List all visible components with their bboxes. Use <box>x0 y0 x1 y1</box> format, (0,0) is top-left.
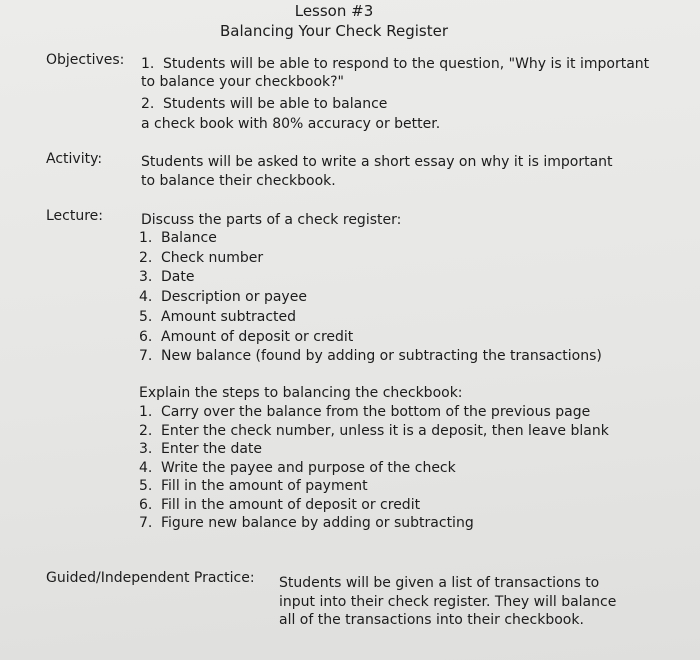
part-item-text: Amount of deposit or credit <box>161 328 354 345</box>
lecture-label: Lecture: <box>46 208 104 224</box>
part-item-number: 3. <box>139 269 153 286</box>
part-item-number: 5. <box>139 308 153 325</box>
step-item-text: Figure new balance by adding or subtracting <box>161 515 474 531</box>
step-item-text: Write the payee and purpose of the check <box>161 459 456 476</box>
activity-label: Activity: <box>46 151 103 167</box>
part-item-text: Check number <box>161 249 264 266</box>
part-item <box>139 289 307 305</box>
step-item-number: 7. <box>139 515 153 531</box>
part-item-number: 7. <box>139 348 153 365</box>
steps-intro: Explain the steps to balancing the checkbook: <box>139 385 463 401</box>
parts-intro: Discuss the parts of a check register: <box>141 212 402 228</box>
part-item-text: Balance <box>161 230 217 246</box>
step-item-text: Enter the date <box>161 441 263 457</box>
practice-line-3: all of the transactions into their checkbook. <box>279 612 584 628</box>
part-item-text: Date <box>161 269 195 286</box>
step-item <box>139 441 262 457</box>
practice-line-2: input into their check register. They will balance <box>279 594 617 610</box>
step-item-number: 3. <box>139 441 153 457</box>
part-item-text: Description or payee <box>161 289 307 306</box>
part-item <box>139 269 194 285</box>
practice-label: Guided/Independent Practice: <box>46 570 255 586</box>
practice-line-1: Students will be given a list of transactions to <box>279 575 600 591</box>
step-item-number: 1. <box>139 404 153 420</box>
step-item-text: Fill in the amount of deposit or credit <box>161 496 421 513</box>
objective-2 <box>141 96 387 112</box>
objective-2-number: 2. <box>141 96 155 112</box>
step-item <box>139 404 590 420</box>
step-item-text: Fill in the amount of payment <box>161 478 368 494</box>
part-item-number: 4. <box>139 289 153 306</box>
step-item-number: 6. <box>139 496 153 513</box>
lesson-title: Lesson #3 <box>294 2 374 20</box>
step-item-number: 5. <box>139 478 153 494</box>
part-item <box>139 250 263 266</box>
step-item <box>139 423 609 439</box>
step-item <box>139 515 474 531</box>
part-item-number: 1. <box>139 230 153 246</box>
step-item <box>139 497 420 513</box>
part-item <box>139 329 353 345</box>
part-item <box>139 309 296 325</box>
objective-1 <box>141 56 649 72</box>
activity-line-2: to balance their checkbook. <box>141 173 336 189</box>
part-item-text: Amount subtracted <box>161 308 297 325</box>
part-item-number: 6. <box>139 328 153 345</box>
step-item <box>139 460 456 476</box>
activity-line-1: Students will be asked to write a short essay on why it is important <box>141 154 613 170</box>
step-item-text: Enter the check number, unless it is a deposit, then leave blank <box>161 422 609 439</box>
part-item <box>139 230 217 246</box>
part-item <box>139 348 602 364</box>
objective-1-continued: to balance your checkbook?" <box>141 74 344 90</box>
step-item-number: 2. <box>139 422 153 439</box>
step-item-number: 4. <box>139 459 153 476</box>
lesson-subtitle: Balancing Your Check Register <box>219 22 449 40</box>
objective-2-continued: a check book with 80% accuracy or better. <box>141 116 441 132</box>
objective-1-number: 1. <box>141 56 155 72</box>
part-item-number: 2. <box>139 249 153 266</box>
part-item-text: New balance (found by adding or subtracting the transactions) <box>161 348 602 365</box>
objective-1-text: Students will be able to respond to the question, "Why is it important <box>163 56 650 72</box>
objective-2-text: Students will be able to balance <box>163 96 388 112</box>
step-item <box>139 478 368 494</box>
step-item-text: Carry over the balance from the bottom of the previous page <box>161 404 591 420</box>
objectives-label: Objectives: <box>46 52 125 68</box>
